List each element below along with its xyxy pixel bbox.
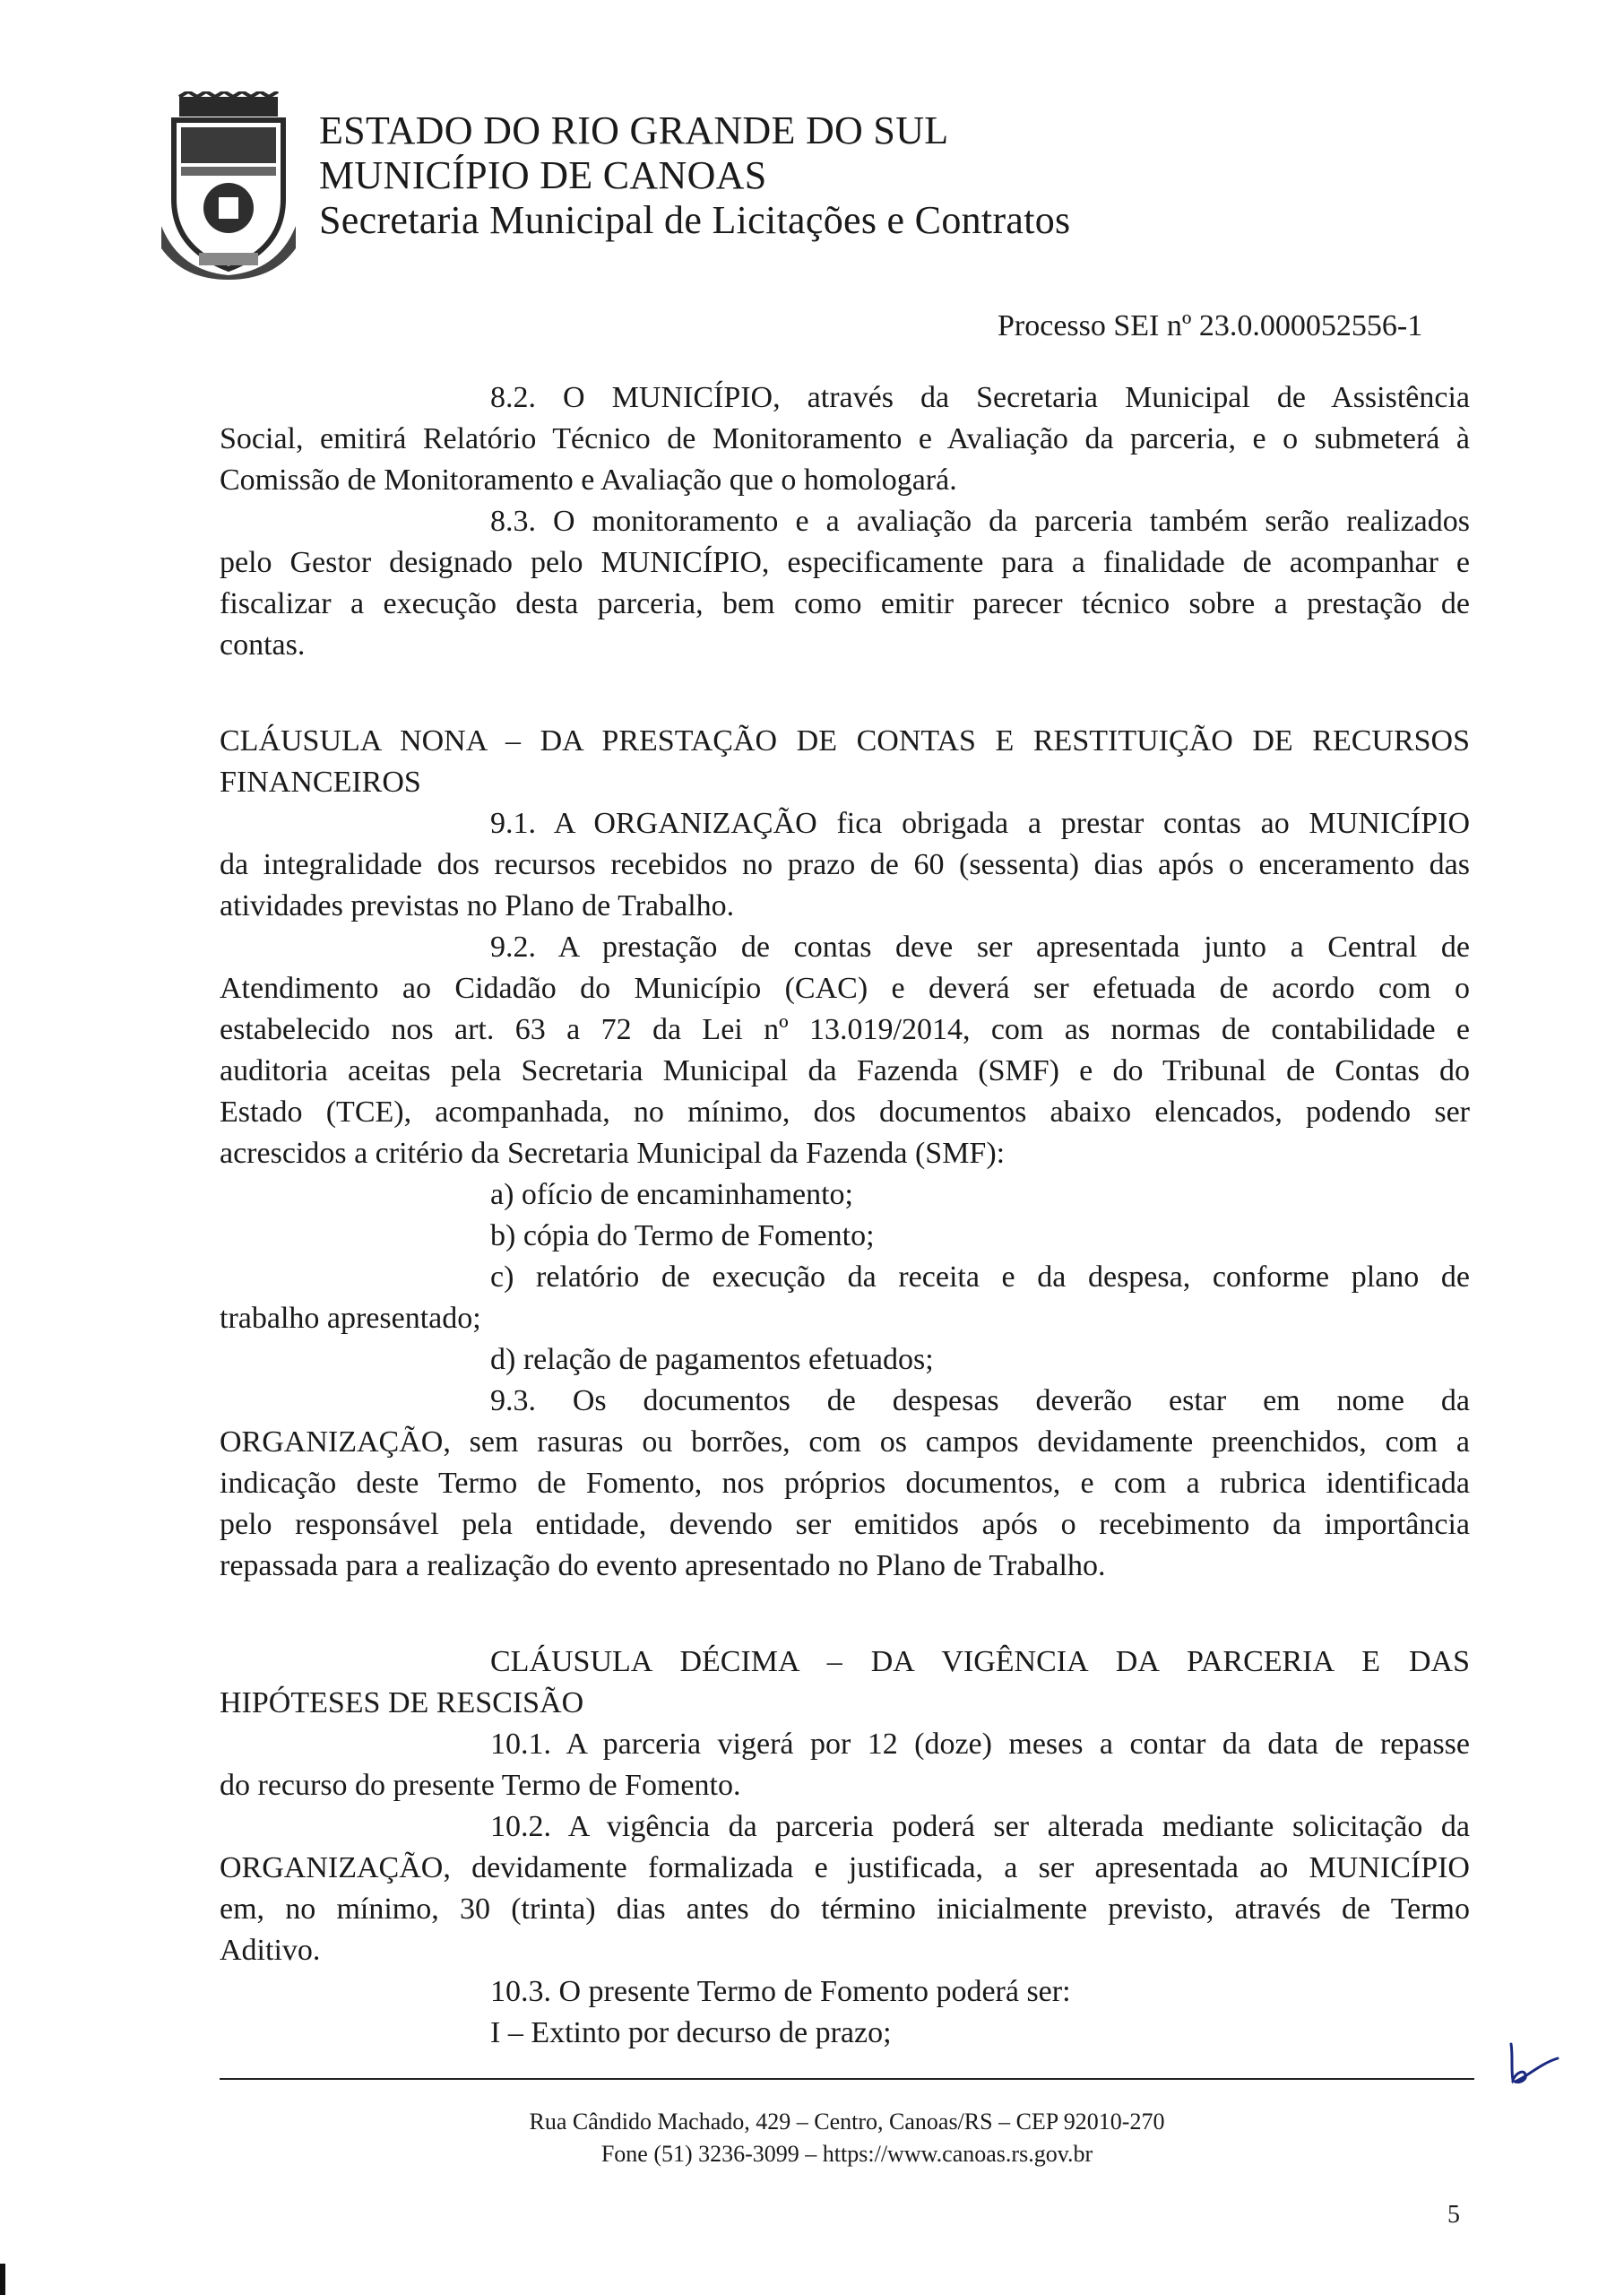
paragraph-line: em, no mínimo, 30 (trinta) dias antes do término inicialmente previsto, através de Termo xyxy=(220,1892,1470,1926)
municipal-crest-icon xyxy=(161,91,296,280)
list-item: trabalho apresentado; xyxy=(220,1302,481,1335)
paragraph-line: Social, emitirá Relatório Técnico de Monitoramento e Avaliação da parceria, e o submeterá à xyxy=(220,422,1470,455)
clause-heading: FINANCEIROS xyxy=(220,766,421,799)
clause-heading: CLÁUSULA NONA – DA PRESTAÇÃO DE CONTAS E RESTITUIÇÃO DE RECURSOS xyxy=(220,724,1470,758)
header-state: ESTADO DO RIO GRANDE DO SUL xyxy=(319,108,949,152)
paragraph-line: 8.3. O monitoramento e a avaliação da parceria também serão realizados xyxy=(490,505,1470,538)
paragraph-line: ORGANIZAÇÃO, sem rasuras ou borrões, com os campos devidamente preenchidos, com a xyxy=(220,1425,1470,1459)
header-municipality: MUNICÍPIO DE CANOAS xyxy=(319,153,767,197)
paragraph-line: 9.1. A ORGANIZAÇÃO fica obrigada a prestar contas ao MUNICÍPIO xyxy=(490,807,1470,840)
paragraph-line: indicação deste Termo de Fomento, nos próprios documentos, e com a rubrica identificada xyxy=(220,1467,1470,1500)
paragraph-line: Atendimento ao Cidadão do Município (CAC) e deverá ser efetuada de acordo com o xyxy=(220,972,1470,1005)
list-item: b) cópia do Termo de Fomento; xyxy=(490,1219,875,1252)
paragraph-line: Estado (TCE), acompanhada, no mínimo, dos documentos abaixo elencados, podendo ser xyxy=(220,1096,1470,1129)
paragraph-line: repassada para a realização do evento apresentado no Plano de Trabalho. xyxy=(220,1549,1106,1582)
paragraph-line: ORGANIZAÇÃO, devidamente formalizada e justificada, a ser apresentada ao MUNICÍPIO xyxy=(220,1851,1470,1884)
paragraph-line: Comissão de Monitoramento e Avaliação que o homologará. xyxy=(220,463,957,497)
footer-contact: Fone (51) 3236-3099 – https://www.canoas.rs.gov.br xyxy=(600,2141,1093,2167)
footer-address: Rua Cândido Machado, 429 – Centro, Canoas/RS – CEP 92010-270 xyxy=(529,2109,1165,2135)
paragraph-line: 10.3. O presente Termo de Fomento poderá ser: xyxy=(490,1975,1071,2008)
list-item: c) relatório de execução da receita e da despesa, conforme plano de xyxy=(490,1260,1470,1294)
signature-mark-icon xyxy=(1504,2037,1567,2091)
process-number: Processo SEI nº 23.0.000052556-1 xyxy=(998,309,1423,342)
paragraph-line: 8.2. O MUNICÍPIO, através da Secretaria Municipal de Assistência xyxy=(490,381,1470,414)
paragraph-line: 9.3. Os documentos de despesas deverão estar em nome da xyxy=(490,1384,1470,1417)
list-item: d) relação de pagamentos efetuados; xyxy=(490,1343,934,1376)
paragraph-line: auditoria aceitas pela Secretaria Municipal da Fazenda (SMF) e do Tribunal de Contas do xyxy=(220,1054,1470,1087)
paragraph-line: acrescidos a critério da Secretaria Municipal da Fazenda (SMF): xyxy=(220,1137,1006,1170)
paragraph-line: Aditivo. xyxy=(220,1934,321,1967)
paragraph-line: fiscalizar a execução desta parceria, bem como emitir parecer técnico sobre a prestação de xyxy=(220,587,1470,620)
scan-edge-mark xyxy=(0,2264,5,2295)
paragraph-line: estabelecido nos art. 63 a 72 da Lei nº 13.019/2014, com as normas de contabilidade e xyxy=(220,1013,1470,1046)
paragraph-line: do recurso do presente Termo de Fomento. xyxy=(220,1769,741,1802)
paragraph-line: contas. xyxy=(220,628,306,662)
paragraph-line: 10.2. A vigência da parceria poderá ser alterada mediante solicitação da xyxy=(490,1810,1470,1843)
clause-heading: HIPÓTESES DE RESCISÃO xyxy=(220,1686,584,1719)
paragraph-line: atividades previstas no Plano de Trabalho. xyxy=(220,889,735,922)
list-item: I – Extinto por decurso de prazo; xyxy=(490,2016,892,2049)
paragraph-line: pelo Gestor designado pelo MUNICÍPIO, especificamente para a finalidade de acompanhar e xyxy=(220,546,1470,579)
paragraph-line: 9.2. A prestação de contas deve ser apresentada junto a Central de xyxy=(490,931,1470,964)
footer-divider xyxy=(220,2078,1474,2080)
page-number: 5 xyxy=(1447,2201,1460,2229)
paragraph-line: 10.1. A parceria vigerá por 12 (doze) meses a contar da data de repasse xyxy=(490,1728,1470,1761)
paragraph-line: da integralidade dos recursos recebidos no prazo de 60 (sessenta) dias após o enceramento das xyxy=(220,848,1470,881)
list-item: a) ofício de encaminhamento; xyxy=(490,1178,853,1211)
clause-heading: CLÁUSULA DÉCIMA – DA VIGÊNCIA DA PARCERIA E DAS xyxy=(490,1645,1470,1678)
paragraph-line: pelo responsável pela entidade, devendo ser emitidos após o recebimento da importância xyxy=(220,1508,1470,1541)
header-secretariat: Secretaria Municipal de Licitações e Contratos xyxy=(319,198,1071,242)
